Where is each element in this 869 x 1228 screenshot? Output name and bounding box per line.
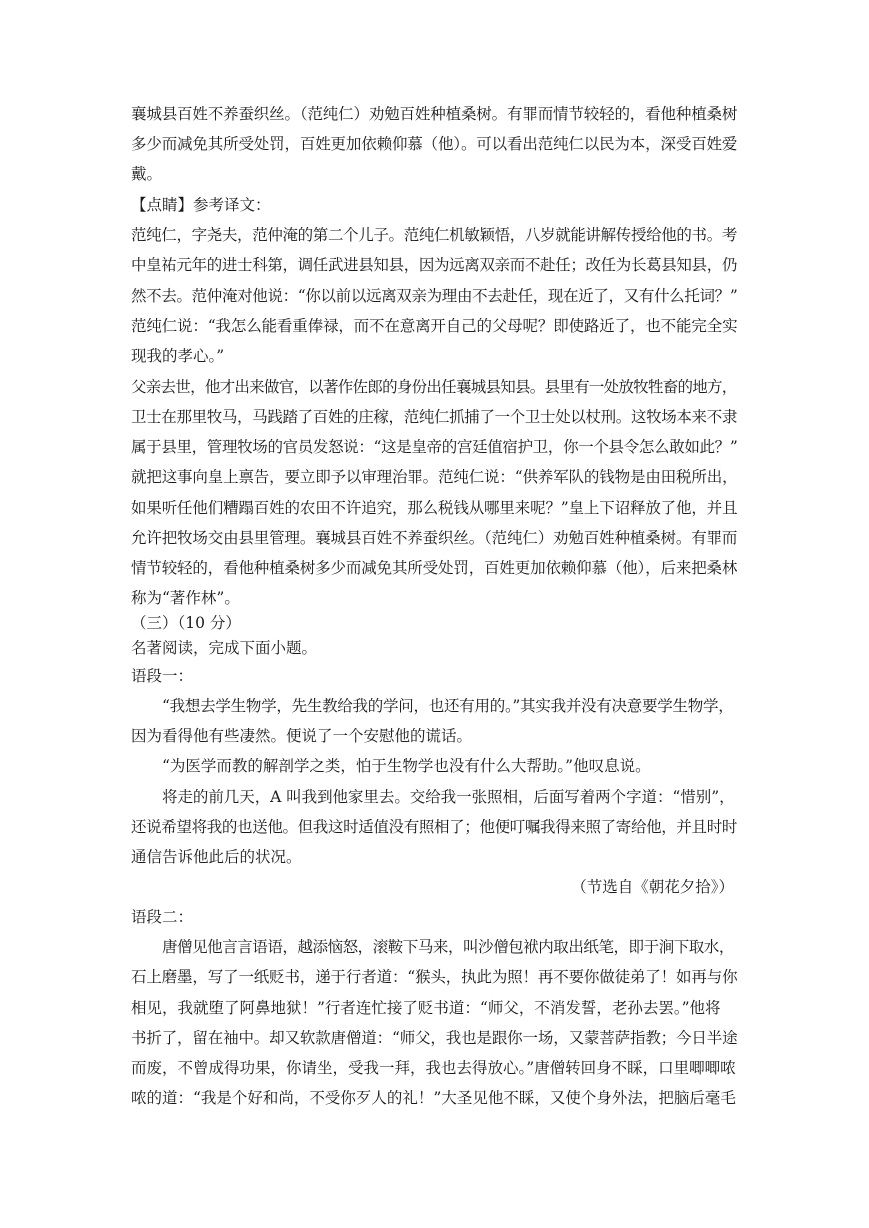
passage-one-line-6: 通信告诉他此后的状况。 bbox=[131, 848, 302, 866]
translation-line-9: 就把这事向皇上禀告，要立即予以审理治罪。范纯仁说：“供养军队的钱物是由田税所出， bbox=[131, 468, 738, 486]
passage-one-line-1: “我想去学生物学，先生教给我的学问，也还有用的。”其实我并没有决意要学生物学， bbox=[162, 697, 734, 715]
translation-line-5: 现我的孝心。” bbox=[131, 347, 225, 365]
passage-two-line-6: 哝的道：“我是个好和尚，不受你歹人的礼！”大圣见他不睬，又使个身外法，把脑后毫毛 bbox=[131, 1089, 736, 1107]
translation-line-13: 称为“著作林”。 bbox=[131, 589, 240, 607]
answer-line-2: 多少而减免其所受处罚，百姓更加依赖仰慕（他）。可以看出范纯仁以民为本，深受百姓爱 bbox=[131, 135, 738, 153]
translation-line-10: 如果听任他们糟蹋百姓的农田不许追究，那么税钱从哪里来呢？”皇上下诏释放了他，并且 bbox=[131, 499, 738, 517]
dianjing-heading: 【点睛】参考译文： bbox=[131, 196, 271, 214]
passage-two-line-1: 唐僧见他言言语语，越添恼怒，滚鞍下马来，叫沙僧包袱内取出纸笔，即于涧下取水， bbox=[162, 938, 734, 956]
instruction: 名著阅读，完成下面小题。 bbox=[131, 639, 318, 657]
translation-line-11: 允许把牧场交由县里管理。襄城县百姓不养蚕织丝。（范纯仁）劝勉百姓种植桑树。有罪而 bbox=[131, 529, 738, 547]
passage-two-line-5: 而废，不曾成得功果，你请坐，受我一拜，我也去得放心。”唐僧转回身不睬，口里唧唧哝 bbox=[131, 1059, 736, 1077]
passage-two-line-3: 相见，我就堕了阿鼻地狱！”行者连忙接了贬书道：“师父，不消发誓，老孙去罢。”他将 bbox=[131, 999, 721, 1017]
translation-line-8: 属于县里，管理牧场的官员发怒说：“这是皇帝的宫廷值宿护卫，你一个县令怎么敢如此？” bbox=[131, 438, 738, 456]
passage-two-line-4: 书折了，留在袖中。却又软款唐僧道：“师父，我也是跟你一场，又蒙菩萨指教；今日半途 bbox=[131, 1029, 738, 1047]
answer-line-1: 襄城县百姓不养蚕织丝。（范纯仁）劝勉百姓种植桑树。有罪而情节较轻的，看他种植桑树 bbox=[131, 105, 738, 123]
section-heading: （三）（10 分） bbox=[131, 614, 241, 632]
passage-one-line-3: “为医学而教的解剖学之类，怕于生物学也没有什么大帮助。”他叹息说。 bbox=[162, 757, 651, 775]
passage-one-line-2: 因为看得他有些凄然。便说了一个安慰他的谎话。 bbox=[131, 727, 473, 745]
passage-two-label: 语段二： bbox=[131, 908, 194, 926]
passage-one-label: 语段一： bbox=[131, 667, 194, 685]
translation-line-4: 范纯仁说：“我怎么能看重俸禄，而不在意离开自己的父母呢？即使路近了，也不能完全实 bbox=[131, 317, 738, 335]
translation-line-6: 父亲去世，他才出来做官，以著作佐郎的身份出任襄城县知县。县里有一处放牧牲畜的地方， bbox=[131, 378, 737, 396]
passage-one-line-5: 还说希望将我的也送他。但我这时适值没有照相了；他便叮嘱我得来照了寄给他，并且时时 bbox=[131, 818, 738, 836]
translation-line-3: 然不去。范仲淹对他说：“你以前以远离双亲为理由不去赴任，现在近了，又有什么托词？” bbox=[131, 287, 738, 305]
answer-line-3: 戴。 bbox=[131, 165, 163, 183]
translation-line-12: 情节较轻的，看他种植桑树多少而减免其所受处罚，百姓更加依赖仰慕（他），后来把桑林 bbox=[131, 559, 738, 577]
passage-one-line-4: 将走的前几天，A 叫我到他家里去。交给我一张照相，后面写着两个字道：“惜别”， bbox=[162, 788, 735, 806]
translation-line-2: 中皇祐元年的进士科第，调任武进县知县，因为远离双亲而不赴任；改任为长葛县知县，仍 bbox=[131, 256, 738, 274]
passage-one-source: （节选自《朝花夕拾》） bbox=[571, 878, 734, 896]
translation-line-7: 卫士在那里牧马，马践踏了百姓的庄稼，范纯仁抓捕了一个卫士处以杖刑。这牧场本来不隶 bbox=[131, 408, 738, 426]
passage-two-line-2: 石上磨墨，写了一纸贬书，递于行者道：“猴头，执此为照！再不要你做徒弟了！如再与你 bbox=[131, 968, 738, 986]
translation-line-1: 范纯仁，字尧夫，范仲淹的第二个儿子。范纯仁机敏颖悟，八岁就能讲解传授给他的书。考 bbox=[131, 226, 738, 244]
